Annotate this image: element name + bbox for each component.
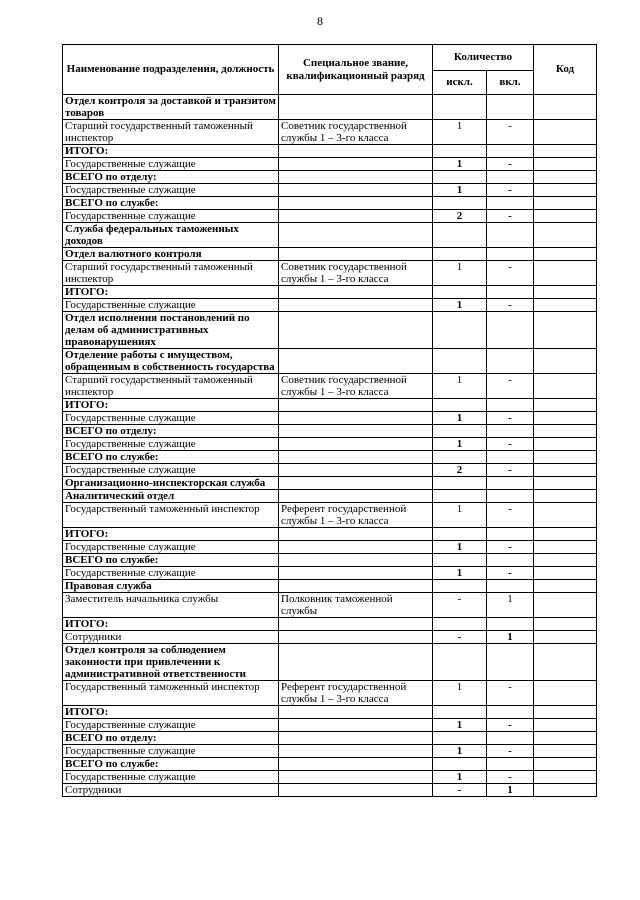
cell-code xyxy=(534,706,597,719)
cell-rank xyxy=(279,210,433,223)
cell-rank xyxy=(279,184,433,197)
cell-name: Государственные служащие xyxy=(63,719,279,732)
cell-rank xyxy=(279,580,433,593)
cell-incl xyxy=(487,477,534,490)
table-row xyxy=(63,95,597,120)
table-row xyxy=(63,425,597,438)
cell-excl xyxy=(433,399,487,412)
cell-name: Государственные служащие xyxy=(63,299,279,312)
table-row xyxy=(63,681,597,706)
cell-excl: 1 xyxy=(433,745,487,758)
cell-excl: - xyxy=(433,593,487,618)
cell-name: Организационно-инспекторская служба xyxy=(63,477,279,490)
table-row xyxy=(63,554,597,567)
cell-incl xyxy=(487,732,534,745)
cell-excl xyxy=(433,554,487,567)
cell-name: Старший государственный таможенный инспектор xyxy=(63,261,279,286)
cell-incl: - xyxy=(487,503,534,528)
page-number: 8 xyxy=(317,14,323,28)
cell-rank xyxy=(279,618,433,631)
cell-excl xyxy=(433,528,487,541)
cell-incl: 1 xyxy=(487,593,534,618)
table-row xyxy=(63,567,597,580)
cell-incl xyxy=(487,286,534,299)
table-row xyxy=(63,528,597,541)
table-row xyxy=(63,399,597,412)
cell-incl xyxy=(487,528,534,541)
cell-incl xyxy=(487,171,534,184)
cell-code xyxy=(534,554,597,567)
cell-name: ВСЕГО по службе: xyxy=(63,197,279,210)
cell-code xyxy=(534,758,597,771)
cell-rank: Советник государственной службы 1 – 3-го класса xyxy=(279,261,433,286)
cell-incl: - xyxy=(487,299,534,312)
cell-code xyxy=(534,541,597,554)
header-rank: Специальное звание, квалификационный разряд xyxy=(279,45,433,95)
table-row xyxy=(63,784,597,797)
table-row xyxy=(63,248,597,261)
cell-code xyxy=(534,312,597,349)
cell-excl xyxy=(433,197,487,210)
cell-code xyxy=(534,567,597,580)
cell-code xyxy=(534,528,597,541)
cell-incl: 1 xyxy=(487,784,534,797)
cell-incl: - xyxy=(487,771,534,784)
table-row xyxy=(63,261,597,286)
cell-excl xyxy=(433,490,487,503)
table-row xyxy=(63,210,597,223)
cell-name: Заместитель начальника службы xyxy=(63,593,279,618)
cell-name: ВСЕГО по службе: xyxy=(63,451,279,464)
cell-code xyxy=(534,503,597,528)
cell-excl: 1 xyxy=(433,438,487,451)
cell-rank xyxy=(279,706,433,719)
cell-excl: 1 xyxy=(433,374,487,399)
cell-code xyxy=(534,490,597,503)
cell-excl xyxy=(433,312,487,349)
cell-name: ИТОГО: xyxy=(63,618,279,631)
cell-name: Государственные служащие xyxy=(63,438,279,451)
cell-code xyxy=(534,732,597,745)
cell-rank xyxy=(279,745,433,758)
cell-code xyxy=(534,299,597,312)
cell-rank xyxy=(279,528,433,541)
cell-excl xyxy=(433,171,487,184)
cell-incl xyxy=(487,312,534,349)
cell-excl xyxy=(433,451,487,464)
cell-name: ИТОГО: xyxy=(63,145,279,158)
table-row xyxy=(63,145,597,158)
table-row xyxy=(63,412,597,425)
table-row xyxy=(63,184,597,197)
cell-rank: Референт государственной службы 1 – 3-го класса xyxy=(279,681,433,706)
cell-rank xyxy=(279,771,433,784)
cell-code xyxy=(534,580,597,593)
cell-excl xyxy=(433,95,487,120)
table-row xyxy=(63,171,597,184)
cell-incl: - xyxy=(487,412,534,425)
table-row xyxy=(63,706,597,719)
cell-name: ИТОГО: xyxy=(63,399,279,412)
cell-incl: - xyxy=(487,681,534,706)
table-row xyxy=(63,349,597,374)
cell-excl: 2 xyxy=(433,210,487,223)
table-row xyxy=(63,745,597,758)
cell-excl xyxy=(433,758,487,771)
cell-name: ВСЕГО по службе: xyxy=(63,758,279,771)
cell-code xyxy=(534,771,597,784)
cell-rank xyxy=(279,732,433,745)
table-row xyxy=(63,732,597,745)
table-row xyxy=(63,631,597,644)
cell-incl xyxy=(487,490,534,503)
cell-excl xyxy=(433,706,487,719)
table-row xyxy=(63,464,597,477)
cell-name: Отделение работы с имуществом, обращенным в собственность государства xyxy=(63,349,279,374)
cell-name: ВСЕГО по отделу: xyxy=(63,732,279,745)
cell-excl xyxy=(433,286,487,299)
header-code: Код xyxy=(534,45,597,95)
cell-code xyxy=(534,399,597,412)
cell-incl: - xyxy=(487,374,534,399)
cell-name: ВСЕГО по службе: xyxy=(63,554,279,567)
cell-code xyxy=(534,145,597,158)
table-row xyxy=(63,477,597,490)
cell-name: Государственные служащие xyxy=(63,412,279,425)
cell-code xyxy=(534,210,597,223)
cell-excl: 1 xyxy=(433,541,487,554)
cell-excl: 1 xyxy=(433,120,487,145)
cell-code xyxy=(534,438,597,451)
cell-name: ВСЕГО по отделу: xyxy=(63,425,279,438)
cell-code xyxy=(534,593,597,618)
cell-name: Отдел контроля за соблюдением законности при привлечении к административной ответственности xyxy=(63,644,279,681)
table-row xyxy=(63,451,597,464)
cell-rank xyxy=(279,554,433,567)
cell-name: Государственные служащие xyxy=(63,210,279,223)
table-row xyxy=(63,286,597,299)
cell-rank xyxy=(279,158,433,171)
cell-incl xyxy=(487,349,534,374)
cell-code xyxy=(534,451,597,464)
cell-name: Государственный таможенный инспектор xyxy=(63,681,279,706)
table-body xyxy=(63,95,597,797)
cell-incl: - xyxy=(487,567,534,580)
cell-name: Старший государственный таможенный инспектор xyxy=(63,374,279,399)
cell-rank xyxy=(279,95,433,120)
cell-name: Сотрудники xyxy=(63,631,279,644)
cell-code xyxy=(534,784,597,797)
cell-incl: - xyxy=(487,541,534,554)
cell-rank xyxy=(279,567,433,580)
table-row xyxy=(63,158,597,171)
cell-excl xyxy=(433,349,487,374)
cell-excl xyxy=(433,618,487,631)
cell-incl xyxy=(487,618,534,631)
table-row xyxy=(63,758,597,771)
cell-rank xyxy=(279,399,433,412)
cell-code xyxy=(534,464,597,477)
cell-code xyxy=(534,184,597,197)
cell-code xyxy=(534,197,597,210)
cell-code xyxy=(534,618,597,631)
staff-table xyxy=(62,44,597,797)
cell-excl: 1 xyxy=(433,184,487,197)
cell-incl xyxy=(487,425,534,438)
cell-excl: 1 xyxy=(433,771,487,784)
cell-incl: - xyxy=(487,719,534,732)
cell-code xyxy=(534,223,597,248)
table-row xyxy=(63,438,597,451)
cell-excl: 1 xyxy=(433,412,487,425)
cell-code xyxy=(534,95,597,120)
cell-rank xyxy=(279,464,433,477)
cell-rank xyxy=(279,145,433,158)
cell-rank xyxy=(279,477,433,490)
cell-rank xyxy=(279,286,433,299)
cell-code xyxy=(534,349,597,374)
cell-incl: - xyxy=(487,438,534,451)
cell-code xyxy=(534,631,597,644)
cell-code xyxy=(534,261,597,286)
cell-code xyxy=(534,745,597,758)
cell-rank: Советник государственной службы 1 – 3-го класса xyxy=(279,120,433,145)
cell-name: ИТОГО: xyxy=(63,286,279,299)
cell-name: Сотрудники xyxy=(63,784,279,797)
cell-incl xyxy=(487,197,534,210)
table-row xyxy=(63,719,597,732)
cell-incl: - xyxy=(487,261,534,286)
cell-rank xyxy=(279,541,433,554)
cell-rank: Референт государственной службы 1 – 3-го класса xyxy=(279,503,433,528)
cell-rank xyxy=(279,349,433,374)
cell-name: Государственные служащие xyxy=(63,771,279,784)
cell-rank xyxy=(279,223,433,248)
table-row xyxy=(63,312,597,349)
cell-name: Отдел исполнения постановлений по делам об административных правонарушениях xyxy=(63,312,279,349)
cell-rank: Полковник таможенной службы xyxy=(279,593,433,618)
cell-rank xyxy=(279,312,433,349)
cell-excl: 1 xyxy=(433,158,487,171)
cell-incl: 1 xyxy=(487,631,534,644)
cell-code xyxy=(534,412,597,425)
cell-rank xyxy=(279,248,433,261)
cell-incl xyxy=(487,248,534,261)
table-row xyxy=(63,593,597,618)
cell-incl: - xyxy=(487,158,534,171)
cell-rank xyxy=(279,412,433,425)
cell-name: Государственные служащие xyxy=(63,464,279,477)
cell-excl: 1 xyxy=(433,567,487,580)
header-incl: вкл. xyxy=(487,71,534,95)
cell-excl: 1 xyxy=(433,681,487,706)
cell-name: Государственные служащие xyxy=(63,567,279,580)
table-row xyxy=(63,299,597,312)
cell-incl xyxy=(487,554,534,567)
cell-incl xyxy=(487,580,534,593)
cell-excl: 2 xyxy=(433,464,487,477)
cell-excl xyxy=(433,477,487,490)
cell-incl xyxy=(487,399,534,412)
cell-incl xyxy=(487,95,534,120)
table-row xyxy=(63,223,597,248)
cell-name: Государственный таможенный инспектор xyxy=(63,503,279,528)
cell-rank xyxy=(279,451,433,464)
table-row xyxy=(63,490,597,503)
header-excl: искл. xyxy=(433,71,487,95)
table-row xyxy=(63,120,597,145)
cell-name: Отдел валютного контроля xyxy=(63,248,279,261)
cell-name: Правовая служба xyxy=(63,580,279,593)
cell-rank xyxy=(279,644,433,681)
cell-code xyxy=(534,477,597,490)
table-row xyxy=(63,771,597,784)
cell-incl xyxy=(487,223,534,248)
cell-name: Аналитический отдел xyxy=(63,490,279,503)
table-row xyxy=(63,644,597,681)
cell-excl: 1 xyxy=(433,261,487,286)
cell-excl xyxy=(433,580,487,593)
cell-incl xyxy=(487,644,534,681)
cell-rank xyxy=(279,631,433,644)
header-name: Наименование подразделения, должность xyxy=(63,45,279,95)
cell-rank xyxy=(279,425,433,438)
cell-code xyxy=(534,248,597,261)
cell-incl: - xyxy=(487,184,534,197)
cell-excl: - xyxy=(433,784,487,797)
cell-rank xyxy=(279,171,433,184)
table-row xyxy=(63,541,597,554)
cell-excl: 1 xyxy=(433,299,487,312)
cell-code xyxy=(534,719,597,732)
cell-incl: - xyxy=(487,745,534,758)
cell-incl xyxy=(487,145,534,158)
table-row xyxy=(63,374,597,399)
header-count: Количество xyxy=(433,45,534,71)
cell-excl: - xyxy=(433,631,487,644)
cell-excl xyxy=(433,145,487,158)
cell-incl: - xyxy=(487,210,534,223)
cell-name: Старший государственный таможенный инспектор xyxy=(63,120,279,145)
cell-code xyxy=(534,374,597,399)
cell-code xyxy=(534,286,597,299)
cell-code xyxy=(534,644,597,681)
table-row xyxy=(63,197,597,210)
cell-incl: - xyxy=(487,464,534,477)
cell-excl xyxy=(433,248,487,261)
cell-excl xyxy=(433,732,487,745)
cell-code xyxy=(534,120,597,145)
cell-name: ИТОГО: xyxy=(63,706,279,719)
cell-name: Отдел контроля за доставкой и транзитом товаров xyxy=(63,95,279,120)
cell-code xyxy=(534,681,597,706)
cell-incl xyxy=(487,758,534,771)
cell-rank xyxy=(279,197,433,210)
cell-rank: Советник государственной службы 1 – 3-го класса xyxy=(279,374,433,399)
cell-rank xyxy=(279,719,433,732)
cell-code xyxy=(534,425,597,438)
cell-name: Государственные служащие xyxy=(63,184,279,197)
cell-name: ВСЕГО по отделу: xyxy=(63,171,279,184)
cell-incl xyxy=(487,706,534,719)
table-row xyxy=(63,618,597,631)
cell-name: ИТОГО: xyxy=(63,528,279,541)
cell-excl xyxy=(433,644,487,681)
cell-name: Государственные служащие xyxy=(63,745,279,758)
cell-name: Государственные служащие xyxy=(63,158,279,171)
cell-code xyxy=(534,158,597,171)
cell-incl xyxy=(487,451,534,464)
cell-code xyxy=(534,171,597,184)
cell-rank xyxy=(279,784,433,797)
cell-name: Служба федеральных таможенных доходов xyxy=(63,223,279,248)
cell-excl: 1 xyxy=(433,719,487,732)
cell-rank xyxy=(279,299,433,312)
cell-rank xyxy=(279,490,433,503)
cell-name: Государственные служащие xyxy=(63,541,279,554)
table-row xyxy=(63,580,597,593)
table-row xyxy=(63,503,597,528)
cell-rank xyxy=(279,758,433,771)
cell-incl: - xyxy=(487,120,534,145)
cell-excl xyxy=(433,425,487,438)
cell-rank xyxy=(279,438,433,451)
cell-excl xyxy=(433,223,487,248)
cell-excl: 1 xyxy=(433,503,487,528)
